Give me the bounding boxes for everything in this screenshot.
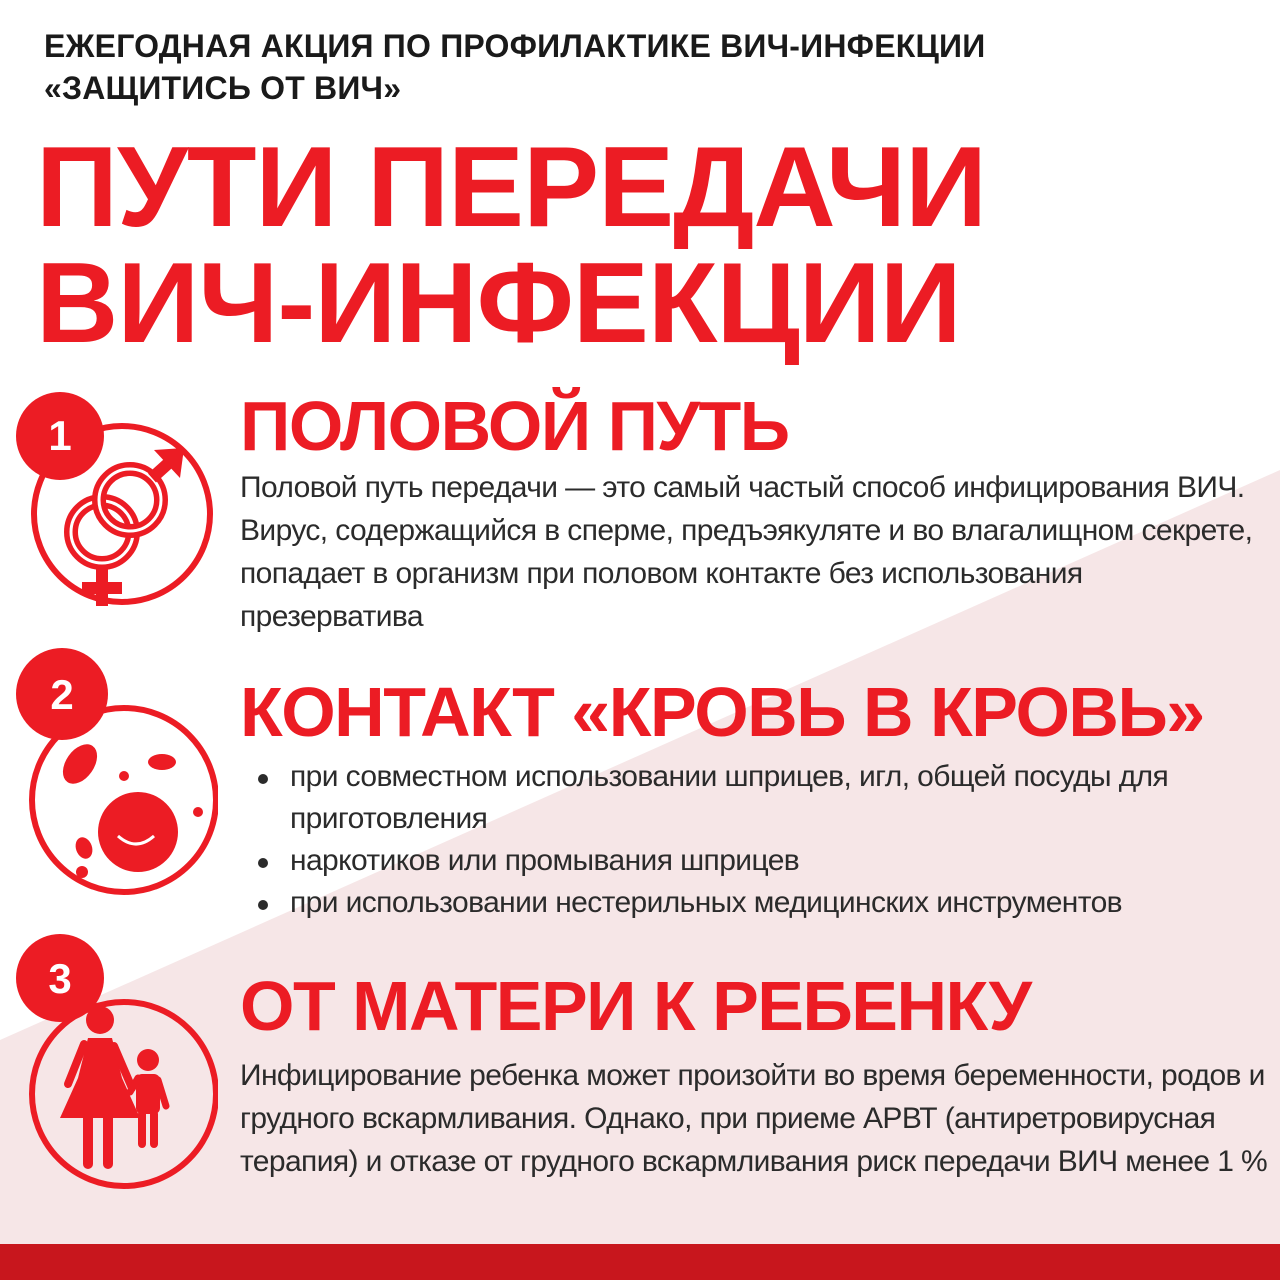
bottom-red-bar <box>0 1244 1280 1280</box>
gender-symbols-icon <box>8 384 218 608</box>
bullet-item: наркотиков или промывания шприцев <box>240 840 1260 882</box>
section-title-1: ПОЛОВОЙ ПУТЬ <box>240 387 789 465</box>
main-title-line1: ПУТИ ПЕРЕДАЧИ <box>36 124 987 251</box>
mother-child-icon <box>8 928 218 1190</box>
section-number-3: 3 <box>48 955 72 1002</box>
campaign-slogan: «ЗАЩИТИСЬ ОТ ВИЧ» <box>44 70 402 106</box>
main-title-line2: ВИЧ-ИНФЕКЦИИ <box>36 240 961 367</box>
section-text-1: Половой путь передачи — это самый частый способ инфицирования ВИЧ. Вирус, содержащийся в сперме, предъэякуляте и во влагалищном секрете, попадает в организм при половом контакте без использования презерватива <box>240 471 1253 633</box>
bullet-item: при совместном использовании шприцев, игл, общей посуды для приготовления <box>240 756 1260 840</box>
section-number-1: 1 <box>48 412 72 459</box>
section-number-2: 2 <box>50 671 74 718</box>
section-bullets-2 <box>240 756 1260 924</box>
section-title-2: КОНТАКТ «КРОВЬ В КРОВЬ» <box>240 673 1204 751</box>
section-text-3: Инфицирование ребенка может произойти во время беременности, родов и грудного вскармливания. Однако, при приеме АРВТ (антиретровирусная терапия) и отказе от грудного вскармливания риск передачи ВИЧ менее 1 % <box>240 1059 1268 1178</box>
section-title-3: ОТ МАТЕРИ К РЕБЕНКУ <box>240 967 1031 1045</box>
bullet-item: при использовании нестерильных медицинских инструментов <box>240 882 1260 924</box>
blood-cells-icon <box>8 640 218 896</box>
campaign-title: ЕЖЕГОДНАЯ АКЦИЯ ПО ПРОФИЛАКТИКЕ ВИЧ-ИНФЕКЦИИ <box>44 28 986 64</box>
